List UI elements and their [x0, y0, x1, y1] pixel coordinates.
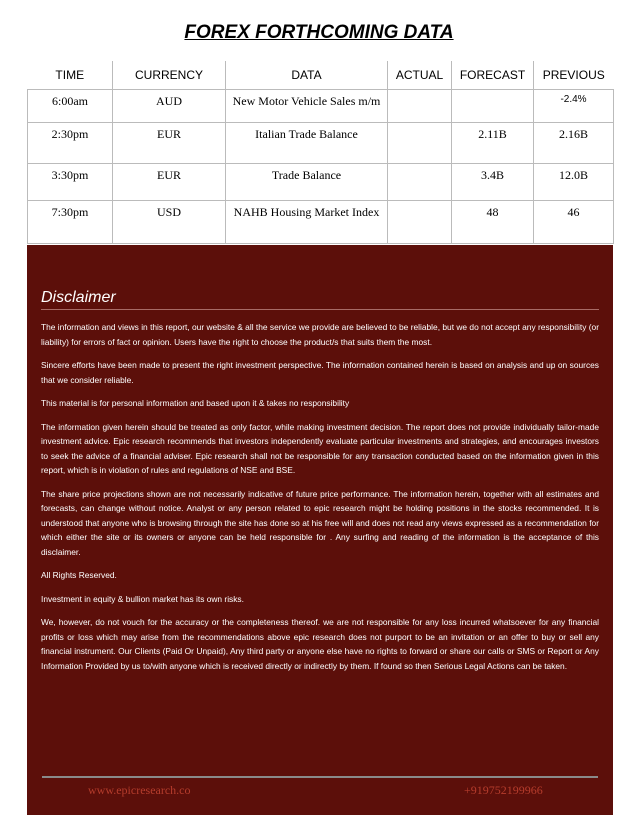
disclaimer-paragraph: We, however, do not vouch for the accuracy or the completeness thereof. we are not responsible for any loss incurred whatsoever for any financial profits or loss which may arise from the recommendations above epic research does not purport to be an invitation or an offer to buy or sell any financial instrument. Our Clients (Paid Or Unpaid), Any third party or anyone else have no rights to forward or share our calls or SMS or Report or Any Information Provided by us to/with anyone which is received directly or indirectly by them. If found so then Serious Legal Actions can be taken. [41, 617, 599, 671]
cell-time: 3:30pm [28, 164, 113, 201]
cell-currency: USD [113, 201, 226, 244]
table-row [28, 201, 614, 244]
column-header-forecast: FORECAST [452, 61, 534, 90]
table-row [28, 164, 614, 201]
cell-time: 2:30pm [28, 123, 113, 164]
cell-time: 7:30pm [28, 201, 113, 244]
cell-forecast [452, 90, 534, 123]
disclaimer-paragraph: This material is for personal information and based upon it & takes no responsibility [41, 398, 350, 408]
cell-currency: AUD [113, 90, 226, 123]
cell-actual [388, 164, 452, 201]
column-header-data: DATA [226, 61, 388, 90]
cell-time: 6:00am [28, 90, 113, 123]
disclaimer-heading: Disclaimer [41, 245, 599, 310]
cell-forecast: 48 [452, 201, 534, 244]
cell-previous: 12.0B [534, 164, 614, 201]
disclaimer-paragraph: All Rights Reserved. [41, 570, 117, 580]
phone-number: +919752199966 [464, 783, 543, 797]
disclaimer-paragraph: The share price projections shown are not necessarily indicative of future price performance. The information herein, together with all estimates and forecasts, can change without notice. Analyst or any person related to epic research might be holding positions in the stocks recommended. It is understood that anyone who is browsing through the site has done so at his free will and does not read any views expressed as a recommendation for which either the site or its owners or anyone can be held responsible for . Any surfing and reading of the information is the acceptance of this disclaimer. [41, 488, 599, 557]
cell-forecast: 2.11B [452, 123, 534, 164]
cell-previous: 2.16B [534, 123, 614, 164]
column-header-currency: CURRENCY [113, 61, 226, 90]
forex-data-table [27, 61, 614, 244]
cell-currency: EUR [113, 123, 226, 164]
table-row [28, 123, 614, 164]
disclaimer-paragraph: The information and views in this report, our website & all the service we provide are believed to be reliable, but we do not accept any responsibility (or liability) for errors of fact or opinion. Users have the right to choose the product/s that suits them the most. [41, 322, 599, 347]
cell-forecast: 3.4B [452, 164, 534, 201]
cell-data: Trade Balance [226, 164, 388, 201]
cell-previous: -2.4% [534, 90, 614, 123]
table-row [28, 90, 614, 123]
column-header-time: TIME [28, 61, 113, 90]
cell-currency: EUR [113, 164, 226, 201]
cell-actual [388, 123, 452, 164]
disclaimer-panel [27, 245, 613, 815]
website-link[interactable]: www.epicresearch.co [88, 783, 191, 797]
table-header-row [28, 61, 614, 90]
footer-divider [42, 776, 598, 778]
cell-actual [388, 90, 452, 123]
disclaimer-paragraph: Sincere efforts have been made to present the right investment perspective. The information contained herein is based on analysis and up on sources that we consider reliable. [41, 360, 599, 385]
cell-data: Italian Trade Balance [226, 123, 388, 164]
disclaimer-paragraph: Investment in equity & bullion market has its own risks. [41, 593, 244, 604]
page-title: FOREX FORTHCOMING DATA [184, 22, 454, 43]
column-header-actual: ACTUAL [388, 61, 452, 90]
cell-actual [388, 201, 452, 244]
cell-previous: 46 [534, 201, 614, 244]
cell-data: New Motor Vehicle Sales m/m [226, 90, 388, 123]
column-header-previous: PREVIOUS [534, 61, 614, 90]
cell-data: NAHB Housing Market Index [226, 201, 388, 244]
disclaimer-paragraph: The information given herein should be treated as only factor, while making investment decision. The report does not provide individually tailor-made investment advice. Epic research recommends that investors independently evaluate particular investments and strategies, and encourages investors to seek the advice of a financial adviser. Epic research shall not be responsible for any transaction conducted based on the information given in this report, which is in violation of rules and regulations of NSE and BSE. [41, 421, 599, 475]
